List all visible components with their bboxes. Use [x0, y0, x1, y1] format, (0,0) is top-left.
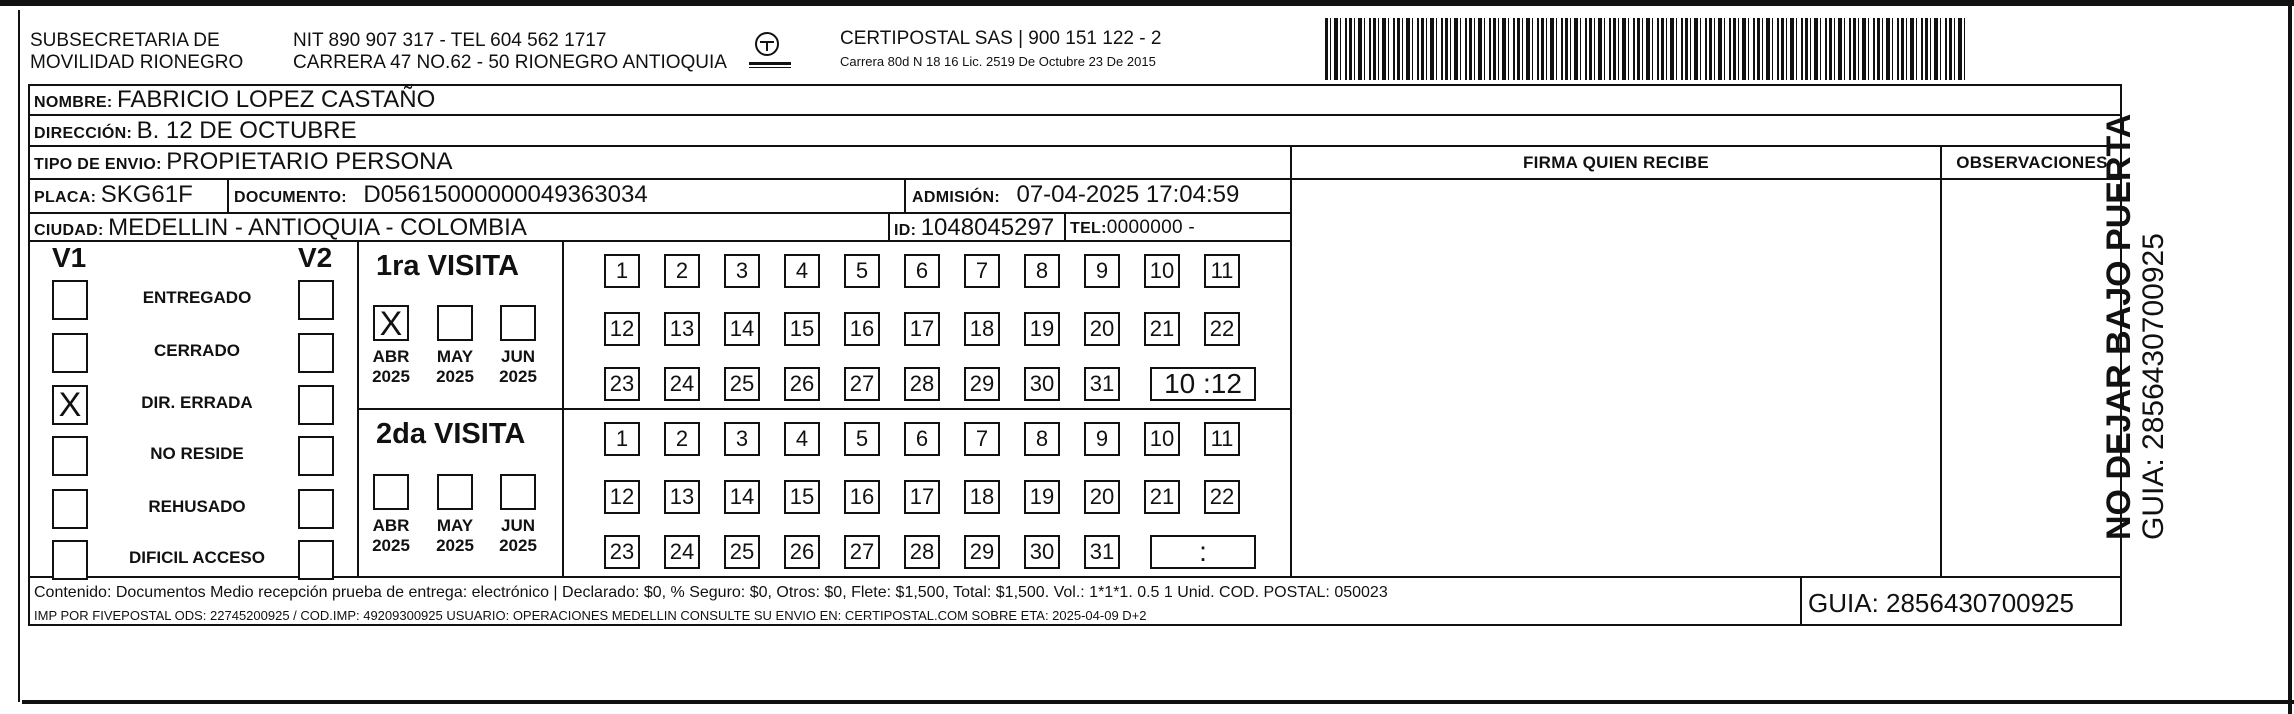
visit1-day-box[interactable]: 20 [1084, 312, 1120, 346]
nombre-label: NOMBRE: [34, 94, 113, 111]
status-label: DIFICIL ACCESO [128, 548, 265, 567]
visit2-month-label [425, 516, 485, 556]
direccion-label: DIRECCIÓN: [34, 125, 133, 142]
col-line [1940, 145, 1942, 576]
visit2-day-box[interactable]: 8 [1024, 422, 1060, 456]
status-label: DIR. ERRADA [141, 393, 253, 412]
v2-checkbox[interactable] [298, 540, 334, 580]
row-line [28, 114, 2122, 116]
visit2-day-box[interactable]: 3 [724, 422, 760, 456]
col-line [888, 212, 890, 240]
visit1-day-box[interactable]: 12 [604, 312, 640, 346]
col-line [1064, 212, 1066, 240]
nit-line: NIT 890 907 317 - TEL 604 562 1717 [293, 30, 607, 51]
v1-checkbox[interactable] [52, 540, 88, 580]
courier-line2: Carrera 80d N 18 16 Lic. 2519 De Octubre 23 De 2015 [840, 54, 1156, 69]
month-name: JUN [500, 347, 535, 366]
firma-header: FIRMA QUIEN RECIBE [1522, 153, 1710, 172]
status-label: ENTREGADO [142, 288, 252, 307]
admision-value: 07-04-2025 17:04:59 [1016, 181, 1240, 208]
visit2-day-box[interactable]: 22 [1204, 480, 1240, 514]
tel-value: 0000000 - [1106, 217, 1196, 238]
visit2-day-box[interactable]: 23 [604, 535, 640, 569]
visit2-time-box[interactable]: : [1150, 535, 1256, 569]
visit1-month-label [361, 347, 421, 387]
visit2-day-box[interactable]: 20 [1084, 480, 1120, 514]
row-line [357, 408, 1292, 410]
visit2-month-label [361, 516, 421, 556]
admision-label: ADMISIÓN: [912, 189, 1001, 206]
visit2-day-box[interactable]: 25 [724, 535, 760, 569]
visit1-day-box[interactable]: 21 [1144, 312, 1180, 346]
v1-checkbox[interactable] [52, 280, 88, 320]
col-line [904, 178, 906, 212]
visit1-month-checkbox[interactable] [500, 305, 536, 341]
visit2-month-label [488, 516, 548, 556]
visit2-day-box[interactable]: 1 [604, 422, 640, 456]
v2-checkbox[interactable] [298, 436, 334, 476]
documento-label: DOCUMENTO: [234, 189, 347, 206]
page-left-border [18, 10, 20, 702]
direccion-value: B. 12 DE OCTUBRE [136, 117, 357, 144]
visit1-day-box[interactable]: 11 [1204, 254, 1240, 288]
page-bottom-border [22, 700, 2294, 704]
org-contact [293, 30, 727, 74]
footer-guia: GUIA: 2856430700925 [1808, 588, 2074, 618]
month-name: MAY [436, 347, 474, 366]
visit1-day-box[interactable]: 10 [1144, 254, 1180, 288]
visit1-day-box[interactable]: 29 [964, 367, 1000, 401]
visit1-day-box[interactable]: 1 [604, 254, 640, 288]
tipo-envio-row [34, 148, 453, 176]
visit1-day-box[interactable]: 13 [664, 312, 700, 346]
v2-checkbox[interactable] [298, 385, 334, 425]
v1-checkbox[interactable] [52, 333, 88, 373]
visit2-day-box[interactable]: 26 [784, 535, 820, 569]
barcode [1325, 18, 1965, 80]
visit2-day-box[interactable]: 18 [964, 480, 1000, 514]
v2-checkbox[interactable] [298, 280, 334, 320]
status-label: CERRADO [154, 341, 240, 360]
visit2-day-box[interactable]: 28 [904, 535, 940, 569]
visit2-day-box[interactable]: 4 [784, 422, 820, 456]
nombre-row [34, 86, 435, 114]
col-line [227, 178, 229, 212]
visit2-day-box[interactable]: 2 [664, 422, 700, 456]
visit1-day-box[interactable]: 17 [904, 312, 940, 346]
visit2-day-box[interactable]: 6 [904, 422, 940, 456]
visit1-day-box[interactable]: 3 [724, 254, 760, 288]
tipo-envio-label: TIPO DE ENVIO: [34, 156, 162, 173]
visit1-day-box[interactable]: 31 [1084, 367, 1120, 401]
tel-label: TEL: [1070, 220, 1107, 237]
visit2-day-box[interactable]: 31 [1084, 535, 1120, 569]
id-field [894, 214, 1054, 242]
id-value: 1048045297 [920, 214, 1055, 241]
visit1-day-box[interactable]: 18 [964, 312, 1000, 346]
v2-checkbox[interactable] [298, 489, 334, 529]
month-year: 2025 [436, 367, 474, 386]
visit2-title: 2da VISITA [376, 418, 526, 450]
visit1-month-label [488, 347, 548, 387]
courier-info [840, 28, 1161, 70]
placa-label: PLACA: [34, 189, 97, 206]
documento-value: D05615000000049363034 [363, 181, 648, 208]
visit1-day-box[interactable]: 23 [604, 367, 640, 401]
visit1-day-box[interactable]: 22 [1204, 312, 1240, 346]
org-line2: MOVILIDAD RIONEGRO [30, 52, 244, 73]
visit2-month-checkbox[interactable] [437, 474, 473, 510]
courier-line1: CERTIPOSTAL SAS | 900 151 122 - 2 [840, 28, 1162, 49]
month-year: 2025 [499, 536, 537, 555]
visit2-day-box[interactable]: 16 [844, 480, 880, 514]
admision-field [912, 181, 1239, 209]
v2-label: V2 [298, 242, 333, 273]
row-line [28, 145, 2122, 147]
visit1-day-box[interactable]: 19 [1024, 312, 1060, 346]
visit2-month-checkbox[interactable] [373, 474, 409, 510]
visit2-day-box[interactable]: 7 [964, 422, 1000, 456]
month-name: ABR [372, 347, 410, 366]
row-line [28, 576, 2122, 578]
status-label: NO RESIDE [150, 444, 244, 463]
page-right-border [2288, 0, 2292, 714]
footer-line2: IMP POR FIVEPOSTAL ODS: 22745200925 / COD.IMP: 49209300925 USUARIO: OPERACIONES MEDELLIN CONSULTE SU ENVIO EN: CERTIPOSTAL.COM SOBRE ETA: 2025-04-09 D+2 [34, 608, 1147, 623]
visit1-title: 1ra VISITA [376, 250, 519, 282]
address-line: CARRERA 47 NO.62 - 50 RIONEGRO ANTIOQUIA [293, 52, 727, 73]
visit2-day-box[interactable]: 15 [784, 480, 820, 514]
visit2-day-box[interactable]: 21 [1144, 480, 1180, 514]
ciudad-field [34, 214, 527, 242]
month-year: 2025 [499, 367, 537, 386]
visit1-day-box[interactable]: 6 [904, 254, 940, 288]
visit1-day-box[interactable]: 14 [724, 312, 760, 346]
visit1-month-checkbox[interactable]: X [373, 305, 409, 341]
tel-field [1070, 217, 1195, 239]
observaciones-header: OBSERVACIONES [1956, 153, 2108, 172]
visit1-day-box[interactable]: 5 [844, 254, 880, 288]
visit1-time-box[interactable]: 10 :12 [1150, 367, 1256, 401]
v1-label: V1 [52, 242, 87, 273]
certipostal-logo-icon [745, 28, 795, 72]
visit2-day-box[interactable]: 9 [1084, 422, 1120, 456]
v2-checkbox[interactable] [298, 333, 334, 373]
visit1-day-box[interactable]: 8 [1024, 254, 1060, 288]
visit1-day-box[interactable]: 15 [784, 312, 820, 346]
side-text [2100, 100, 2170, 540]
visit2-day-box[interactable]: 30 [1024, 535, 1060, 569]
visit1-day-box[interactable]: 25 [724, 367, 760, 401]
visit2-day-box[interactable]: 12 [604, 480, 640, 514]
documento-field [234, 181, 648, 209]
visit1-day-box[interactable]: 16 [844, 312, 880, 346]
status-label: REHUSADO [148, 497, 246, 516]
id-label: ID: [894, 222, 917, 239]
v1-checkbox[interactable] [52, 489, 88, 529]
visit1-day-box[interactable]: 9 [1084, 254, 1120, 288]
visit2-day-box[interactable]: 14 [724, 480, 760, 514]
row-line [28, 178, 1292, 180]
v1-checkbox[interactable] [52, 436, 88, 476]
visit2-day-box[interactable]: 29 [964, 535, 1000, 569]
col-line [1800, 576, 1802, 626]
row-line [1292, 178, 2122, 180]
visit1-day-box[interactable]: 2 [664, 254, 700, 288]
org-line1: SUBSECRETARIA DE [30, 30, 220, 51]
page-top-border [0, 0, 2294, 6]
placa-value: SKG61F [100, 181, 193, 208]
visit2-day-box[interactable]: 13 [664, 480, 700, 514]
month-year: 2025 [436, 536, 474, 555]
footer-line1: Contenido: Documentos Medio recepción prueba de entrega: electrónico | Declarado: $0, % Seguro: $0, Otros: $0, Flete: $1,500, Total: $1,500. Vol.: 1*1*1. 0.5 1 Unid. COD. POSTAL: 050023 [34, 584, 1388, 601]
direccion-row [34, 117, 357, 145]
visit2-day-box[interactable]: 17 [904, 480, 940, 514]
placa-field [34, 181, 193, 209]
org-name [30, 30, 243, 74]
visit2-day-box[interactable]: 19 [1024, 480, 1060, 514]
nombre-value: FABRICIO LOPEZ CASTAÑO [117, 86, 436, 113]
month-name: ABR [372, 516, 410, 535]
month-year: 2025 [372, 367, 410, 386]
col-line [1290, 145, 1292, 576]
visit1-day-box[interactable]: 27 [844, 367, 880, 401]
visit1-day-box[interactable]: 24 [664, 367, 700, 401]
month-name: MAY [436, 516, 474, 535]
visit2-day-box[interactable]: 11 [1204, 422, 1240, 456]
visit1-day-box[interactable]: 4 [784, 254, 820, 288]
month-year: 2025 [372, 536, 410, 555]
visit2-month-checkbox[interactable] [500, 474, 536, 510]
visit1-month-label [425, 347, 485, 387]
visit1-day-box[interactable]: 28 [904, 367, 940, 401]
visit2-day-box[interactable]: 24 [664, 535, 700, 569]
visit1-day-box[interactable]: 26 [784, 367, 820, 401]
visit1-month-checkbox[interactable] [437, 305, 473, 341]
v1-checkbox[interactable]: X [52, 385, 88, 425]
month-name: JUN [500, 516, 535, 535]
ciudad-label: CIUDAD: [34, 222, 104, 239]
visit1-day-box[interactable]: 7 [964, 254, 1000, 288]
tipo-envio-value: PROPIETARIO PERSONA [166, 148, 453, 175]
visit2-day-box[interactable]: 5 [844, 422, 880, 456]
visit2-day-box[interactable]: 27 [844, 535, 880, 569]
visit1-day-box[interactable]: 30 [1024, 367, 1060, 401]
visit2-day-box[interactable]: 10 [1144, 422, 1180, 456]
side-guia-text: GUIA: 2856430700925 [2137, 233, 2170, 540]
no-dejar-text: NO DEJAR BAJO PUERTA [2100, 113, 2138, 540]
ciudad-value: MEDELLIN - ANTIOQUIA - COLOMBIA [108, 214, 527, 241]
